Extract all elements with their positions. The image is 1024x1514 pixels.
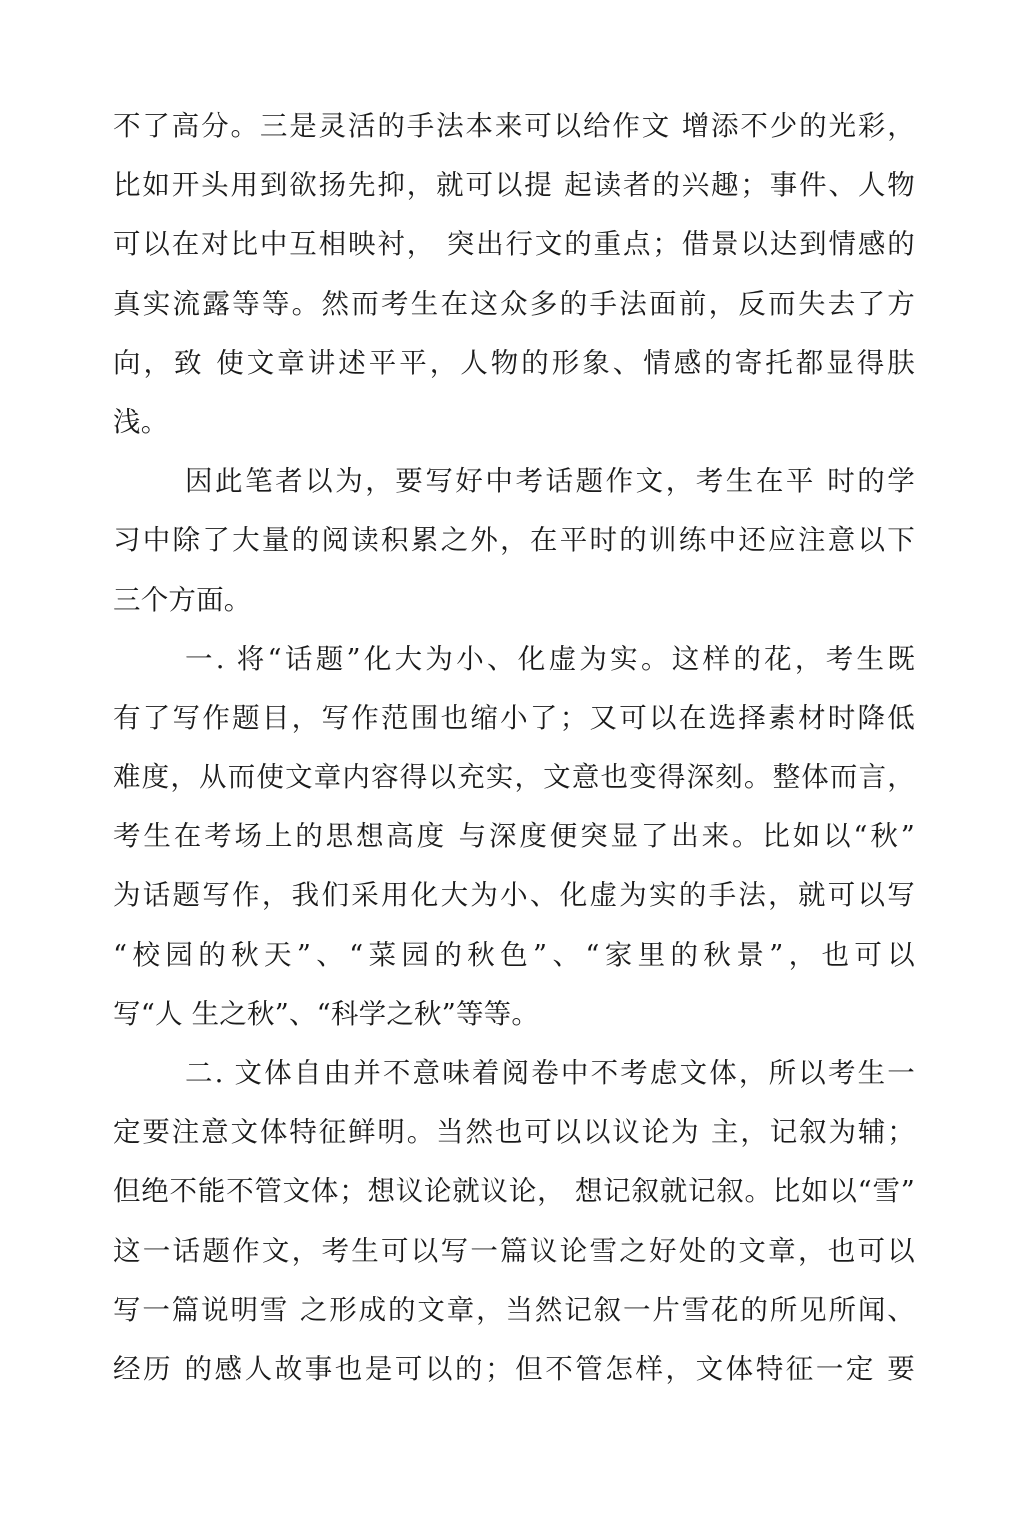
text-line-17: 二. 文体自由并不意味着阅卷中不考虑文体，所以考生一: [185, 1057, 915, 1089]
text-line-10: 一. 将“话题”化大为小、化虚为实。这样的花，考生既: [185, 642, 915, 675]
document-body: [113, 97, 915, 1399]
text-line-18: 定要注意文体特征鲜明。当然也可以以议论为 主，记叙为辅；: [113, 1116, 915, 1149]
text-line-13: 考生在考场上的思想高度 与深度便突显了出来。比如以“秋”: [113, 820, 915, 853]
text-line-5: 向，致 使文章讲述平平，人物的形象、情感的寄托都显得肤: [113, 346, 915, 379]
text-line-14: 为话题写作，我们采用化大为小、化虚为实的手法，就可以写: [113, 879, 915, 912]
text-line-9: 三个方面。: [113, 583, 252, 616]
text-line-21: 写一篇说明雪 之形成的文章，当然记叙一片雪花的所见所闻、: [113, 1293, 915, 1326]
text-line-8: 习中除了大量的阅读积累之外，在平时的训练中还应注意以下: [113, 524, 915, 557]
text-line-11: 有了写作题目，写作范围也缩小了；又可以在选择素材时降低: [113, 701, 915, 734]
text-line-1: 不了高分。三是灵活的手法本来可以给作文 增添不少的光彩，: [113, 110, 915, 142]
text-line-12: 难度，从而使文章内容得以充实，文意也变得深刻。整体而言，: [113, 761, 915, 794]
text-line-7: 因此笔者以为，要写好中考话题作文，考生在平 时的学: [185, 465, 915, 498]
text-line-19: 但绝不能不管文体；想议论就议论， 想记叙就记叙。比如以“雪”: [113, 1175, 915, 1208]
text-line-16: 写“人 生之秋”、“科学之秋”等等。: [113, 997, 540, 1030]
text-line-20: 这一话题作文，考生可以写一篇议论雪之好处的文章，也可以: [113, 1234, 915, 1267]
text-line-2: 比如开头用到欲扬先抑，就可以提 起读者的兴趣；事件、人物: [113, 169, 915, 202]
text-line-4: 真实流露等等。然而考生在这众多的手法面前，反而失去了方: [113, 287, 915, 320]
text-line-22: 经历 的感人故事也是可以的；但不管怎样，文体特征一定 要: [113, 1352, 915, 1385]
text-line-3: 可以在对比中互相映衬， 突出行文的重点；借景以达到情感的: [113, 228, 915, 261]
text-line-15: “校园的秋天”、“菜园的秋色”、“家里的秋景”，也可以: [113, 938, 915, 971]
text-line-6: 浅。: [113, 405, 169, 438]
